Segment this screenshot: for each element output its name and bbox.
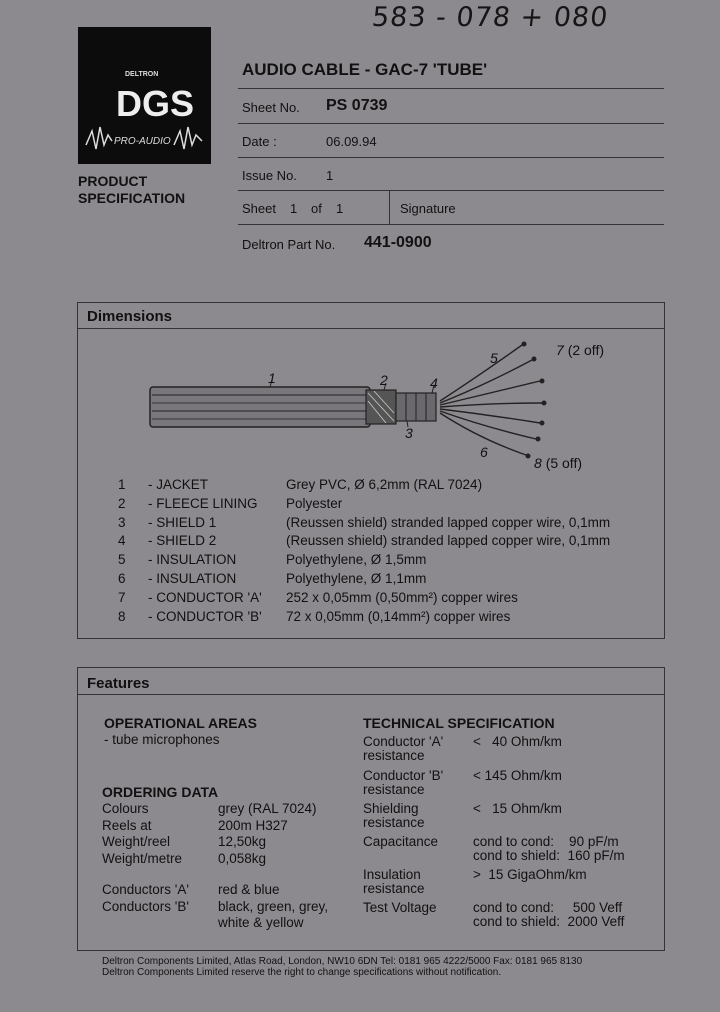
tech-heading: TECHNICAL SPECIFICATION: [363, 715, 555, 731]
issue-label: Issue No.: [242, 168, 297, 183]
date-label: Date :: [242, 134, 277, 149]
dimensions-list: [118, 476, 663, 636]
list-item: 8 - CONDUCTOR 'B' 72 x 0,05mm (0,14mm²) copper wires: [118, 608, 511, 624]
handwritten-part-numbers: 583 - 078 + 080: [370, 2, 610, 33]
footer-address: Deltron Components Limited, Atlas Road, London, NW10 6DN Tel: 0181 965 4222/5000 Fax: 0181 965 8130: [102, 956, 583, 967]
divider: [238, 190, 664, 191]
divider: [78, 328, 664, 329]
callout-7: 7 (2 off): [556, 342, 604, 358]
logo-sub-text: PRO-AUDIO: [114, 136, 171, 147]
callout-8: 8 (5 off): [534, 455, 582, 471]
list-item: 5 - INSULATION Polyethylene, Ø 1,5mm: [118, 552, 427, 568]
list-item: 6 - INSULATION Polyethylene, Ø 1,1mm: [118, 571, 427, 586]
of-label: of: [311, 201, 322, 216]
list-item: Weight/reel 12,50kg: [102, 834, 267, 849]
signature-label: Signature: [400, 201, 456, 216]
conductor-colours: [102, 882, 352, 932]
list-item: Reels at 200m H327: [102, 817, 288, 833]
dgs-logo: [78, 27, 211, 164]
callout-5: 5: [490, 350, 498, 366]
part-no-label: Deltron Part No.: [242, 237, 336, 252]
list-item: 2 - FLEECE LINING Polyester: [118, 495, 343, 511]
operational-heading: OPERATIONAL AREAS: [104, 715, 257, 731]
sheet-no-value: PS 0739: [326, 97, 388, 114]
list-item: Colours grey (RAL 7024): [102, 801, 317, 816]
callout-4: 4: [430, 375, 438, 391]
ordering-list: [102, 801, 352, 867]
list-item: 3 - SHIELD 1 (Reussen shield) stranded lapped copper wire, 0,1mm: [118, 514, 611, 530]
features-heading: Features: [87, 675, 150, 692]
date-value: 06.09.94: [326, 134, 377, 149]
callout-6: 6: [480, 444, 488, 460]
operational-item: - tube microphones: [104, 731, 220, 747]
list-item: 1 - JACKET Grey PVC, Ø 6,2mm (RAL 7024): [118, 477, 483, 492]
callout-3: 3: [405, 425, 413, 441]
divider: [78, 694, 664, 695]
list-item: white & yellow: [218, 915, 304, 930]
list-item: Weight/metre 0,058kg: [102, 850, 267, 866]
logo-deltron-text: DELTRON: [125, 71, 159, 78]
sheet-number: 1: [290, 201, 298, 216]
issue-value: 1: [326, 168, 334, 183]
footer: [102, 956, 662, 978]
list-item: Conductors 'A' red & blue: [102, 882, 280, 897]
logo-brand-text: DGS: [116, 83, 195, 124]
document-type: PRODUCT SPECIFICATION: [78, 173, 186, 206]
divider: [238, 123, 664, 124]
sheet-no-label: Sheet No.: [242, 100, 300, 115]
list-item: Conductors 'B' black, green, grey,: [102, 898, 329, 914]
dimensions-heading: Dimensions: [87, 308, 173, 325]
divider: [238, 88, 664, 89]
operational-areas: [104, 715, 354, 748]
divider: [238, 224, 664, 225]
callout-1: 1: [268, 370, 276, 386]
divider: [389, 191, 390, 224]
sheet-label: Sheet: [242, 201, 276, 216]
list-item: 4 - SHIELD 2 (Reussen shield) stranded lapped copper wire, 0,1mm: [118, 533, 611, 549]
list-item: 7 - CONDUCTOR 'A' 252 x 0,05mm (0,50mm²) copper wires: [118, 589, 518, 605]
cable-diagram: [140, 335, 620, 475]
sheet-total: 1: [336, 201, 344, 216]
part-no-value: 441-0900: [364, 234, 432, 251]
divider: [238, 157, 664, 158]
page-title: AUDIO CABLE - GAC-7 'TUBE': [242, 60, 488, 79]
ordering-heading: ORDERING DATA: [102, 784, 219, 800]
footer-disclaimer: Deltron Components Limited reserve the right to change specifications without notification.: [102, 967, 502, 978]
callout-2: 2: [380, 372, 388, 388]
